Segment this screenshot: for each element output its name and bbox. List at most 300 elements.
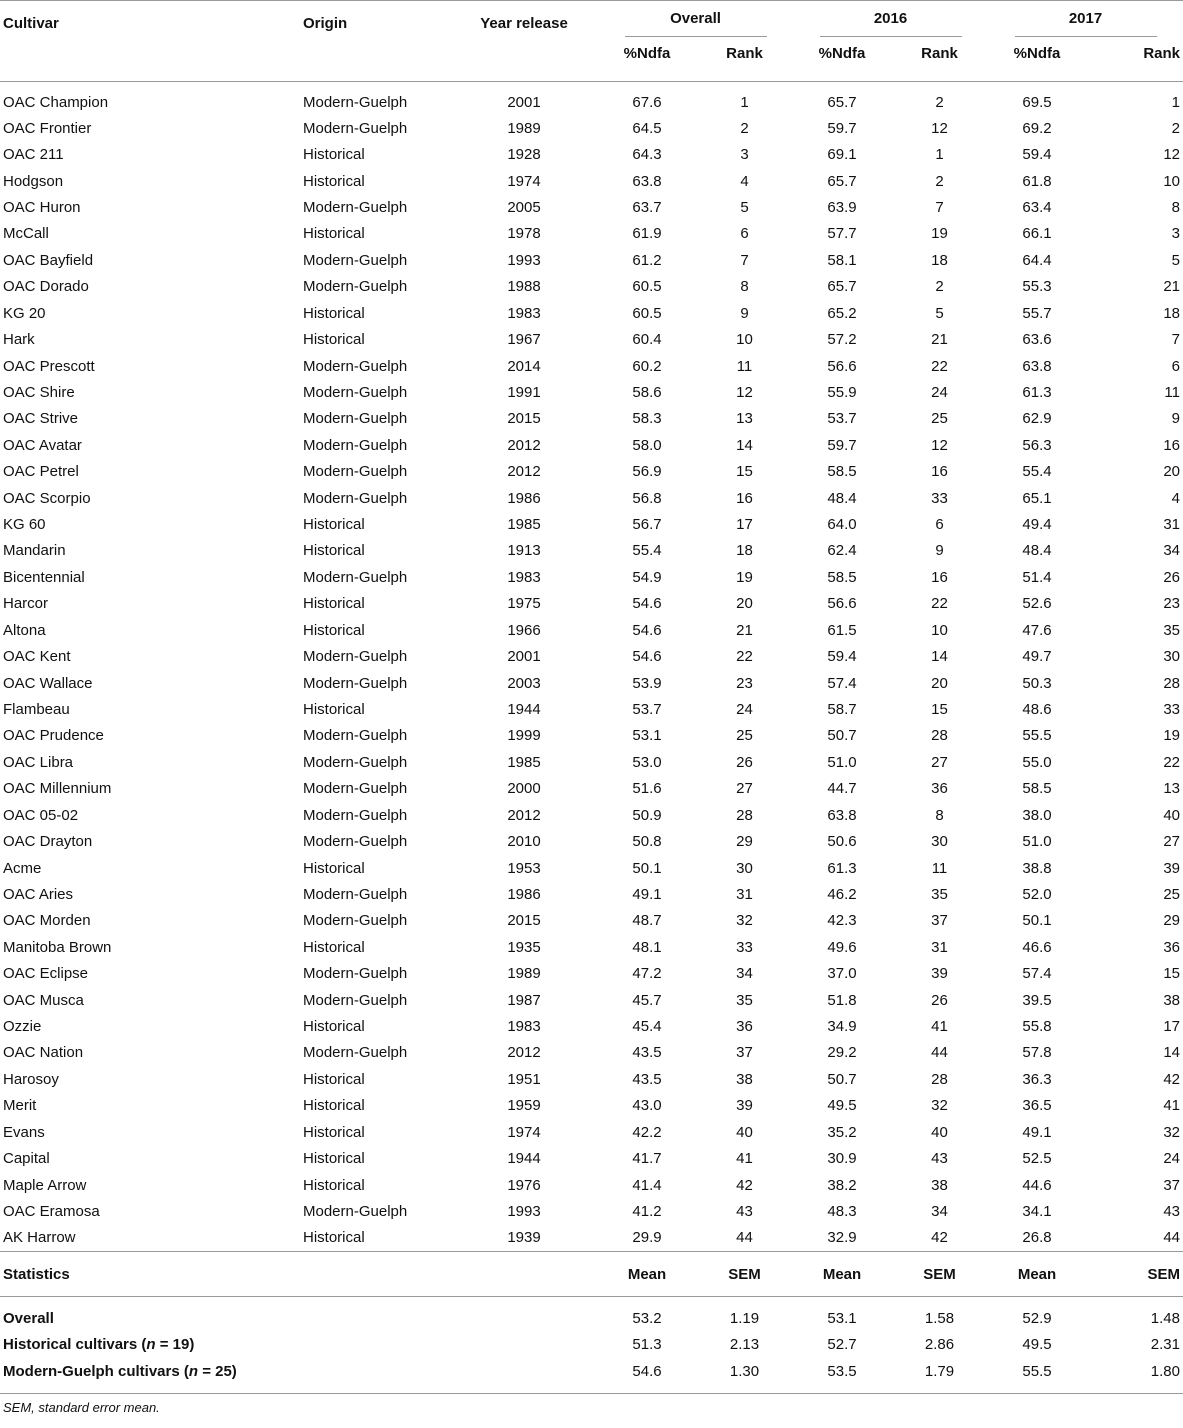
cell-2016-ndfa: 38.2 <box>827 1176 857 1194</box>
cell-2016-rank: 28 <box>931 1070 948 1088</box>
cell-year: 1944 <box>507 1150 541 1168</box>
cell-2017-rank: 6 <box>1171 357 1180 375</box>
cell-2017-ndfa: 57.4 <box>1022 965 1052 983</box>
cell-2016-rank: 38 <box>931 1176 948 1194</box>
header-origin: Origin <box>300 1 450 46</box>
stat-mean-value: 53.5 <box>793 1358 891 1393</box>
cell-2016-rank: 27 <box>931 753 948 771</box>
stat-sem-value: 1.80 <box>1086 1358 1183 1393</box>
cell-origin: Historical <box>303 542 365 560</box>
cell-2017-rank: 32 <box>1163 1123 1180 1141</box>
cell-overall-ndfa: 64.5 <box>632 119 662 137</box>
table-row <box>0 723 1183 749</box>
cell-2017-rank: 43 <box>1163 1203 1180 1220</box>
cell-2016-ndfa: 55.9 <box>827 383 857 401</box>
cell-overall-rank: 42 <box>736 1176 753 1194</box>
table-row <box>0 1013 1183 1039</box>
cell-cultivar: OAC Nation <box>3 1044 84 1062</box>
cell-overall-rank: 21 <box>736 621 753 639</box>
stat-row-label: Overall <box>3 1309 54 1327</box>
stat-mean-value: 53.1 <box>827 1309 857 1327</box>
cell-overall-ndfa: 61.9 <box>632 225 662 243</box>
cell-2017-rank: 13 <box>1163 780 1180 798</box>
cell-2017-rank: 17 <box>1163 1018 1180 1036</box>
cell-2016-ndfa: 59.7 <box>827 119 857 137</box>
cell-origin: Modern-Guelph <box>303 383 408 401</box>
cell-2016-ndfa: 32.9 <box>827 1229 857 1247</box>
cell-2017-rank: 19 <box>1163 727 1180 745</box>
cell-year: 1985 <box>507 516 541 534</box>
cell-2016-rank: 43 <box>931 1150 948 1168</box>
cell-cultivar: OAC 05-02 <box>3 806 79 824</box>
cell-2017-ndfa: 55.3 <box>1022 278 1052 296</box>
cell-overall-rank: 32 <box>736 912 753 930</box>
cell-overall-ndfa: 58.6 <box>632 383 662 401</box>
cell-year: 2001 <box>507 648 541 666</box>
cell-overall-rank: 31 <box>736 885 753 903</box>
cell-year: 1976 <box>507 1176 541 1194</box>
cell-year: 2012 <box>507 806 541 824</box>
cell-2016-ndfa: 46.2 <box>827 885 857 903</box>
cell-overall-ndfa: 50.1 <box>632 859 662 877</box>
cell-2017-ndfa: 52.6 <box>1022 595 1052 613</box>
cell-overall-rank: 1 <box>740 93 749 111</box>
cell-2016-ndfa: 53.7 <box>827 410 857 428</box>
cell-origin: Modern-Guelph <box>303 357 408 375</box>
cell-year: 1993 <box>507 251 541 269</box>
subheader-rank: Rank <box>891 45 988 82</box>
cell-2017-ndfa: 55.7 <box>1022 304 1052 322</box>
cell-overall-rank: 12 <box>736 383 753 401</box>
cell-2016-ndfa: 48.4 <box>827 489 857 507</box>
header-year-release: Year release <box>450 1 598 46</box>
cell-2016-rank: 6 <box>935 516 944 534</box>
cell-overall-ndfa: 61.2 <box>632 251 662 269</box>
cell-2016-ndfa: 58.1 <box>827 251 857 269</box>
table-row <box>0 670 1183 696</box>
cell-year: 1935 <box>507 938 541 956</box>
table-row <box>0 1198 1183 1224</box>
header-cultivar: Cultivar <box>0 1 300 46</box>
cell-year: 1978 <box>507 225 541 243</box>
cell-overall-rank: 43 <box>736 1203 753 1220</box>
cell-2017-ndfa: 69.5 <box>1022 93 1052 111</box>
stat-row <box>0 1297 1183 1332</box>
cell-2017-rank: 29 <box>1163 912 1180 930</box>
stat-mean-value: 54.6 <box>598 1358 696 1393</box>
cell-year: 1928 <box>507 146 541 164</box>
cell-overall-ndfa: 29.9 <box>632 1229 662 1247</box>
cell-2016-rank: 26 <box>931 991 948 1009</box>
cell-cultivar: OAC Prescott <box>3 357 95 375</box>
cell-2016-rank: 39 <box>931 965 948 983</box>
table-row <box>0 458 1183 484</box>
cell-2016-rank: 34 <box>931 1203 948 1220</box>
cell-2017-rank: 9 <box>1171 410 1180 428</box>
cell-overall-ndfa: 55.4 <box>632 542 662 560</box>
table-row <box>0 353 1183 379</box>
cell-overall-rank: 25 <box>736 727 753 745</box>
cell-2016-rank: 22 <box>931 595 948 613</box>
stat-row-label: Modern-Guelph cultivars (n = 25) <box>0 1358 598 1393</box>
cell-2016-rank: 10 <box>931 621 948 639</box>
cell-2016-ndfa: 42.3 <box>827 912 857 930</box>
header-row <box>0 1 1183 46</box>
cell-origin: Historical <box>303 331 365 349</box>
table-row <box>0 511 1183 537</box>
cell-year: 1983 <box>507 568 541 586</box>
cell-overall-rank: 20 <box>736 595 753 613</box>
cell-2016-ndfa: 48.3 <box>827 1203 857 1220</box>
cell-overall-ndfa: 50.8 <box>632 833 662 851</box>
table-row <box>0 1119 1183 1145</box>
cell-cultivar: OAC Huron <box>3 198 81 216</box>
cell-overall-rank: 6 <box>740 225 749 243</box>
cell-overall-ndfa: 58.0 <box>632 436 662 454</box>
table-row <box>0 247 1183 273</box>
cell-2016-ndfa: 61.5 <box>827 621 857 639</box>
stat-mean-header: Mean <box>988 1252 1086 1297</box>
table-row <box>0 961 1183 987</box>
cell-overall-rank: 33 <box>736 938 753 956</box>
cell-2017-rank: 37 <box>1163 1176 1180 1194</box>
cell-origin: Historical <box>303 595 365 613</box>
subheader-rank: Rank <box>1086 45 1183 82</box>
table-row <box>0 1172 1183 1198</box>
cell-2017-rank: 35 <box>1163 621 1180 639</box>
stat-mean-header: Mean <box>598 1252 696 1297</box>
data-body <box>0 82 1183 1252</box>
cell-origin: Modern-Guelph <box>303 198 408 216</box>
cell-2017-rank: 15 <box>1163 965 1180 983</box>
cell-2016-ndfa: 65.7 <box>827 172 857 190</box>
cell-overall-rank: 4 <box>740 172 749 190</box>
stat-sem-value: 1.58 <box>924 1309 955 1327</box>
table-row <box>0 828 1183 854</box>
cell-2017-ndfa: 47.6 <box>1022 621 1052 639</box>
cell-2017-rank: 12 <box>1163 146 1180 164</box>
table-row <box>0 934 1183 960</box>
cell-cultivar: Mandarin <box>3 542 66 560</box>
cell-2017-ndfa: 64.4 <box>1022 251 1052 269</box>
cell-2017-ndfa: 50.1 <box>1022 912 1052 930</box>
cell-origin: Historical <box>303 1150 365 1168</box>
cell-origin: Modern-Guelph <box>303 885 408 903</box>
cell-2017-ndfa: 36.3 <box>1022 1070 1052 1088</box>
cell-origin: Modern-Guelph <box>303 251 408 269</box>
cell-2016-ndfa: 59.7 <box>827 436 857 454</box>
cell-overall-ndfa: 64.3 <box>632 146 662 164</box>
cell-2017-ndfa: 63.6 <box>1022 331 1052 349</box>
cell-overall-rank: 37 <box>736 1044 753 1062</box>
cell-origin: Historical <box>303 859 365 877</box>
cell-2016-rank: 36 <box>931 780 948 798</box>
cell-overall-rank: 10 <box>736 331 753 349</box>
cell-overall-rank: 41 <box>736 1150 753 1168</box>
cell-2016-rank: 32 <box>931 1097 948 1115</box>
cell-cultivar: OAC Shire <box>3 383 75 401</box>
cell-overall-ndfa: 50.9 <box>632 806 662 824</box>
cell-cultivar: OAC Frontier <box>3 119 92 137</box>
table-row <box>0 274 1183 300</box>
cell-origin: Historical <box>303 1229 365 1247</box>
cell-2017-rank: 36 <box>1163 938 1180 956</box>
cell-overall-rank: 22 <box>736 648 753 666</box>
cell-2016-rank: 9 <box>935 542 944 560</box>
cell-overall-rank: 8 <box>740 278 749 296</box>
cell-overall-ndfa: 56.7 <box>632 516 662 534</box>
cell-2016-rank: 14 <box>931 648 948 666</box>
cell-2017-ndfa: 58.5 <box>1022 780 1052 798</box>
cell-cultivar: OAC Dorado <box>3 278 89 296</box>
cell-2017-rank: 3 <box>1171 225 1180 243</box>
cell-overall-ndfa: 54.6 <box>632 648 662 666</box>
cell-2017-rank: 16 <box>1163 436 1180 454</box>
cell-2017-ndfa: 55.0 <box>1022 753 1052 771</box>
cell-cultivar: OAC Morden <box>3 912 91 930</box>
cell-cultivar: Maple Arrow <box>3 1176 87 1194</box>
cell-2017-ndfa: 52.5 <box>1022 1150 1052 1168</box>
stats-body <box>0 1297 1183 1394</box>
table-row <box>0 300 1183 326</box>
cell-overall-rank: 16 <box>736 489 753 507</box>
cell-origin: Historical <box>303 304 365 322</box>
cell-overall-ndfa: 41.2 <box>632 1203 662 1220</box>
cell-year: 1988 <box>507 278 541 296</box>
cell-2017-rank: 20 <box>1163 463 1180 481</box>
cell-cultivar: McCall <box>3 225 49 243</box>
cell-cultivar: OAC Scorpio <box>3 489 91 507</box>
cell-cultivar: OAC Avatar <box>3 436 82 454</box>
cell-2016-ndfa: 57.2 <box>827 331 857 349</box>
cell-2017-ndfa: 44.6 <box>1022 1176 1052 1194</box>
cell-2016-rank: 8 <box>935 806 944 824</box>
cell-2016-ndfa: 44.7 <box>827 780 857 798</box>
cell-overall-rank: 5 <box>740 198 749 216</box>
cell-2017-ndfa: 55.5 <box>1022 727 1052 745</box>
cell-2016-ndfa: 63.8 <box>827 806 857 824</box>
cell-2016-ndfa: 62.4 <box>827 542 857 560</box>
cell-cultivar: Capital <box>3 1150 50 1168</box>
cell-year: 2005 <box>507 198 541 216</box>
cell-2017-rank: 40 <box>1163 806 1180 824</box>
stat-sem-header: SEM <box>696 1252 793 1297</box>
cell-origin: Modern-Guelph <box>303 753 408 771</box>
cell-overall-ndfa: 48.1 <box>632 938 662 956</box>
cell-2017-ndfa: 52.0 <box>1022 885 1052 903</box>
cell-year: 1986 <box>507 885 541 903</box>
table-row <box>0 696 1183 722</box>
cell-overall-ndfa: 54.6 <box>632 621 662 639</box>
cell-overall-ndfa: 43.5 <box>632 1044 662 1062</box>
cell-cultivar: OAC 211 <box>3 146 64 164</box>
cell-origin: Modern-Guelph <box>303 1044 408 1062</box>
cell-2017-rank: 7 <box>1171 331 1180 349</box>
cell-origin: Modern-Guelph <box>303 568 408 586</box>
cell-2017-rank: 24 <box>1163 1150 1180 1168</box>
cell-origin: Modern-Guelph <box>303 93 408 111</box>
subheader-ndfa: %Ndfa <box>598 45 696 82</box>
cell-overall-rank: 7 <box>740 251 749 269</box>
cell-2016-rank: 24 <box>931 383 948 401</box>
header-2017: 2017 <box>988 1 1183 46</box>
cell-origin: Modern-Guelph <box>303 674 408 692</box>
cell-cultivar: OAC Champion <box>3 93 109 111</box>
header-2016: 2016 <box>793 1 988 46</box>
cell-2017-ndfa: 57.8 <box>1022 1044 1052 1062</box>
cell-origin: Historical <box>303 1070 365 1088</box>
table-row <box>0 1225 1183 1252</box>
cell-origin: Modern-Guelph <box>303 648 408 666</box>
cell-2016-ndfa: 57.4 <box>827 674 857 692</box>
cell-cultivar: OAC Prudence <box>3 727 104 745</box>
cell-overall-ndfa: 45.4 <box>632 1018 662 1036</box>
cell-year: 1989 <box>507 119 541 137</box>
cell-2016-ndfa: 58.5 <box>827 568 857 586</box>
cell-overall-rank: 38 <box>736 1070 753 1088</box>
cell-cultivar: OAC Aries <box>3 885 74 903</box>
cell-overall-ndfa: 43.0 <box>632 1097 662 1115</box>
cell-2016-ndfa: 58.7 <box>827 700 857 718</box>
cell-origin: Modern-Guelph <box>303 806 408 824</box>
cell-cultivar: OAC Drayton <box>3 833 93 851</box>
cell-2016-rank: 35 <box>931 885 948 903</box>
stat-sem-value: 2.13 <box>729 1336 760 1354</box>
cell-overall-rank: 23 <box>736 674 753 692</box>
cell-2017-rank: 26 <box>1163 568 1180 586</box>
cell-cultivar: AK Harrow <box>3 1229 76 1247</box>
cell-overall-ndfa: 60.2 <box>632 357 662 375</box>
cell-overall-ndfa: 56.9 <box>632 463 662 481</box>
cell-year: 1983 <box>507 304 541 322</box>
cell-origin: Modern-Guelph <box>303 780 408 798</box>
cell-year: 1987 <box>507 991 541 1009</box>
cell-year: 1975 <box>507 595 541 613</box>
cell-year: 1986 <box>507 489 541 507</box>
cell-origin: Modern-Guelph <box>303 727 408 745</box>
cell-cultivar: Evans <box>3 1123 45 1141</box>
cell-overall-ndfa: 56.8 <box>632 489 662 507</box>
cell-year: 2012 <box>507 463 541 481</box>
cell-origin: Historical <box>303 516 365 534</box>
cell-2016-rank: 2 <box>935 278 944 296</box>
cell-year: 2001 <box>507 93 541 111</box>
cell-2016-rank: 19 <box>931 225 948 243</box>
cell-2016-rank: 5 <box>935 304 944 322</box>
cell-year: 1993 <box>507 1203 541 1220</box>
subheader-rank: Rank <box>696 45 793 82</box>
cell-overall-ndfa: 53.1 <box>632 727 662 745</box>
table-row <box>0 749 1183 775</box>
cell-year: 1959 <box>507 1097 541 1115</box>
cell-2016-rank: 25 <box>931 410 948 428</box>
cell-2017-ndfa: 48.4 <box>1022 542 1052 560</box>
cell-2017-ndfa: 62.9 <box>1022 410 1052 428</box>
table-row <box>0 1093 1183 1119</box>
cell-cultivar: Bicentennial <box>3 568 85 586</box>
cell-2016-rank: 28 <box>931 727 948 745</box>
cell-2017-ndfa: 34.1 <box>1022 1203 1052 1220</box>
cell-year: 1913 <box>507 542 541 560</box>
cell-year: 1939 <box>507 1229 541 1247</box>
cell-2017-ndfa: 63.4 <box>1022 198 1052 216</box>
cell-2016-rank: 30 <box>931 833 948 851</box>
table-row <box>0 1066 1183 1092</box>
cell-2017-ndfa: 65.1 <box>1022 489 1052 507</box>
cell-2017-ndfa: 26.8 <box>1022 1229 1052 1247</box>
cell-2016-ndfa: 57.7 <box>827 225 857 243</box>
cell-2016-ndfa: 29.2 <box>827 1044 857 1062</box>
table-row <box>0 908 1183 934</box>
cell-overall-rank: 17 <box>736 516 753 534</box>
cell-overall-rank: 2 <box>740 119 749 137</box>
cell-2017-ndfa: 50.3 <box>1022 674 1052 692</box>
cell-cultivar: Harcor <box>3 595 49 613</box>
cell-2016-ndfa: 35.2 <box>827 1123 857 1141</box>
cell-2016-rank: 42 <box>931 1229 948 1247</box>
cell-2017-rank: 25 <box>1163 885 1180 903</box>
cell-2016-rank: 18 <box>931 251 948 269</box>
cell-origin: Historical <box>303 1018 365 1036</box>
statistics-header-row <box>0 1252 1183 1297</box>
cell-2017-ndfa: 69.2 <box>1022 119 1052 137</box>
table-row <box>0 802 1183 828</box>
cell-cultivar: Ozzie <box>3 1018 42 1036</box>
cell-2017-rank: 39 <box>1163 859 1180 877</box>
cell-2017-rank: 41 <box>1163 1097 1180 1115</box>
cell-overall-rank: 13 <box>736 410 753 428</box>
cell-2017-ndfa: 48.6 <box>1022 700 1052 718</box>
cell-cultivar: OAC Strive <box>3 410 79 428</box>
cell-overall-rank: 39 <box>736 1097 753 1115</box>
cell-2017-rank: 1 <box>1171 93 1180 111</box>
cell-origin: Historical <box>303 1176 365 1194</box>
cell-2016-ndfa: 69.1 <box>827 146 857 164</box>
table-row <box>0 141 1183 167</box>
table-row <box>0 643 1183 669</box>
cell-2016-ndfa: 58.5 <box>827 463 857 481</box>
cell-overall-rank: 27 <box>736 780 753 798</box>
cell-2016-ndfa: 56.6 <box>827 357 857 375</box>
cell-overall-rank: 28 <box>736 806 753 824</box>
cell-overall-ndfa: 60.5 <box>632 278 662 296</box>
table-row <box>0 881 1183 907</box>
cell-overall-rank: 24 <box>736 700 753 718</box>
cell-cultivar: OAC Wallace <box>3 674 93 692</box>
table-row <box>0 221 1183 247</box>
stat-row <box>0 1332 1183 1359</box>
cell-origin: Modern-Guelph <box>303 965 408 983</box>
cell-2017-ndfa: 49.7 <box>1022 648 1052 666</box>
table-row <box>0 406 1183 432</box>
cell-overall-ndfa: 60.4 <box>632 331 662 349</box>
cell-2017-ndfa: 46.6 <box>1022 938 1052 956</box>
cell-2017-ndfa: 49.1 <box>1022 1123 1052 1141</box>
cell-cultivar: OAC Libra <box>3 753 74 771</box>
cell-2016-rank: 37 <box>931 912 948 930</box>
cell-year: 1974 <box>507 1123 541 1141</box>
table-row <box>0 1145 1183 1171</box>
cell-2016-rank: 40 <box>931 1123 948 1141</box>
cell-cultivar: OAC Bayfield <box>3 251 94 269</box>
cell-2017-ndfa: 56.3 <box>1022 436 1052 454</box>
table-row <box>0 591 1183 617</box>
cell-2016-rank: 16 <box>931 463 948 481</box>
stat-sem-value: 2.86 <box>924 1336 955 1354</box>
table-row <box>0 538 1183 564</box>
cell-origin: Historical <box>303 938 365 956</box>
cell-2016-rank: 33 <box>931 489 948 507</box>
